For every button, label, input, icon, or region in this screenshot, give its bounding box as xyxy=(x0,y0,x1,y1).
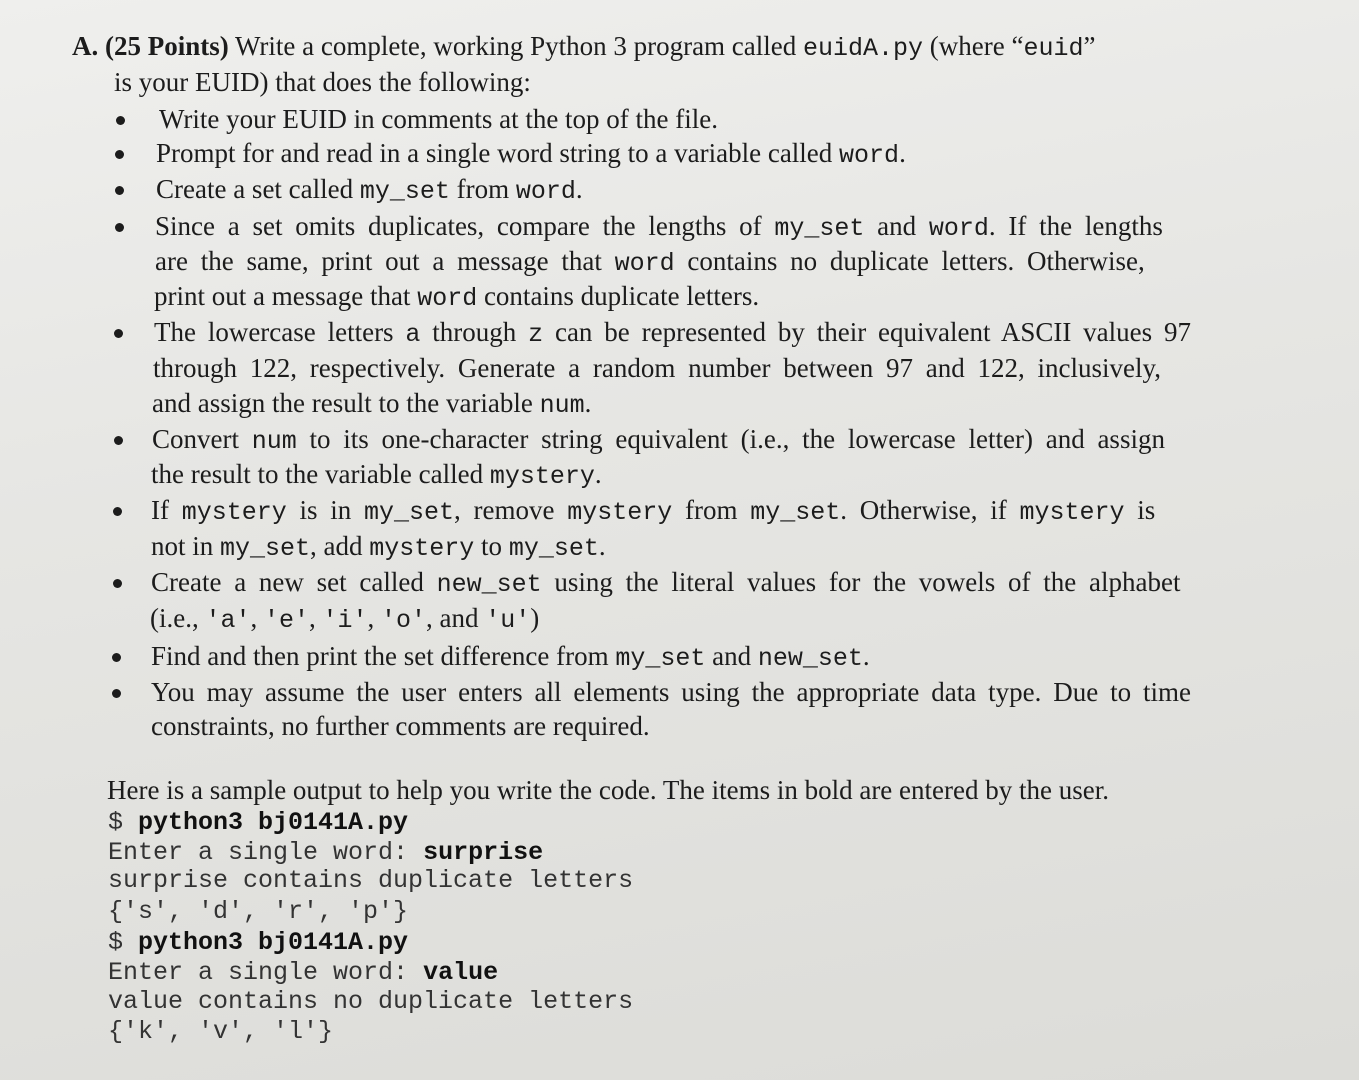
text-run: through 122, respectively. Generate a random number between 97 and 122, inclusively, xyxy=(153,353,1161,383)
code-term: my_set xyxy=(774,214,865,243)
text-run: through xyxy=(420,317,529,347)
bullet-text-line xyxy=(151,676,1191,708)
question-euid: euid xyxy=(1023,34,1084,63)
bullet-text-line xyxy=(151,530,606,565)
text-run: Write your EUID in comments at the top of the file. xyxy=(159,104,719,134)
code-term: word xyxy=(515,177,576,206)
text-run: , xyxy=(309,603,323,633)
text-run: Prompt for and read in a single word string to a variable called xyxy=(156,138,840,168)
text-run: . xyxy=(575,174,583,204)
text-run: . xyxy=(862,641,870,671)
question-filename: euidA.py xyxy=(803,34,924,63)
text-run: , remove xyxy=(454,495,568,525)
user-input-text: value xyxy=(423,958,499,987)
text-run: , and xyxy=(426,603,486,633)
code-term: z xyxy=(528,320,544,349)
text-run: contains no duplicate letters. Otherwise, xyxy=(674,246,1145,276)
text-run: Create a set called xyxy=(156,174,360,204)
sample-output-line xyxy=(108,1017,333,1047)
text-run: . xyxy=(584,388,592,418)
question-label: A. xyxy=(72,31,99,61)
bullet-text-line xyxy=(151,710,650,742)
code-term: new_set xyxy=(757,644,863,673)
bullet-text-line xyxy=(150,602,539,637)
text-run: . xyxy=(899,138,906,168)
bullet-text-line xyxy=(151,458,602,493)
text-run: contains duplicate letters. xyxy=(477,281,760,311)
text-run: from xyxy=(449,174,516,204)
sample-intro: Here is a sample output to help you write the code. The items in bold are entered by the user. xyxy=(107,775,1109,805)
bullet-dot-icon xyxy=(113,507,122,516)
output-text: $ xyxy=(108,808,139,837)
text-run: Convert xyxy=(152,424,252,454)
text-run: to its one-character string equivalent (i.e., the lowercase letter) and assign xyxy=(296,424,1165,454)
bullet-dot-icon xyxy=(114,436,123,445)
text-run: Create a new set called xyxy=(151,567,437,597)
text-run: . xyxy=(594,459,602,489)
code-term: my_set xyxy=(508,534,599,563)
bullet-dot-icon xyxy=(115,186,124,195)
bullet-text-line xyxy=(151,640,870,675)
code-term: a xyxy=(405,320,421,349)
code-term: num xyxy=(251,427,297,456)
bullet-text-line xyxy=(151,494,1155,529)
sample-output-line xyxy=(108,928,408,958)
text-run: is xyxy=(1124,495,1156,525)
text-run: using the literal values for the vowels of the alphabet xyxy=(541,567,1181,597)
bullet-text-line xyxy=(151,566,1180,601)
code-term: mystery xyxy=(369,534,475,563)
user-input-text: surprise xyxy=(423,838,544,867)
bullet-dot-icon xyxy=(112,689,121,698)
text-run: from xyxy=(672,495,751,525)
code-term: word xyxy=(928,214,989,243)
bullet-dot-icon xyxy=(116,116,125,125)
output-text: Enter a single word: xyxy=(108,958,424,987)
bullet-text-line xyxy=(159,103,718,135)
code-term: 'a' xyxy=(205,606,251,635)
text-run: ) xyxy=(530,603,540,633)
text-run: can be represented by their equivalent ASCII values 97 xyxy=(543,317,1191,347)
text-run: print out a message that xyxy=(154,281,418,311)
code-term: mystery xyxy=(489,462,595,491)
sample-output-line xyxy=(108,808,408,838)
text-run: constraints, no further comments are required. xyxy=(151,711,650,741)
text-run: If xyxy=(151,495,182,525)
code-term: 'u' xyxy=(485,606,531,635)
code-term: my_set xyxy=(615,644,706,673)
code-term: 'e' xyxy=(264,606,310,635)
bullet-dot-icon xyxy=(113,579,122,588)
text-run: (i.e., xyxy=(150,603,206,633)
bullet-text-line xyxy=(156,137,906,172)
code-term: 'i' xyxy=(322,606,368,635)
bullet-text-line xyxy=(154,280,759,315)
bullet-dot-icon xyxy=(114,329,123,338)
sample-output-line xyxy=(108,987,633,1017)
text-run: , xyxy=(367,603,382,633)
bullet-text-line xyxy=(153,352,1161,384)
sample-output-line xyxy=(108,897,408,927)
bullet-text-line xyxy=(155,210,1163,245)
bullet-text-line xyxy=(152,387,591,422)
code-term: word xyxy=(614,249,675,278)
text-run: . If the lengths xyxy=(988,211,1163,241)
sample-output-line xyxy=(108,958,498,988)
output-text: surprise contains duplicate letters xyxy=(108,866,634,895)
text-run: Find and then print the set difference from xyxy=(151,641,616,671)
code-term: mystery xyxy=(567,498,673,527)
code-term: word xyxy=(417,284,478,313)
question-heading xyxy=(72,30,1095,65)
output-text: $ xyxy=(108,928,139,957)
code-term: my_set xyxy=(750,498,841,527)
code-term: mystery xyxy=(1019,498,1125,527)
code-term: num xyxy=(539,391,585,420)
code-term: mystery xyxy=(181,498,287,527)
output-text: {'k', 'v', 'l'} xyxy=(108,1017,334,1046)
bullet-text-line xyxy=(156,173,583,208)
output-text: Enter a single word: xyxy=(108,838,424,867)
user-input-text: python3 bj0141A.py xyxy=(138,928,409,957)
text-run: . Otherwise, if xyxy=(840,495,1020,525)
text-run: and xyxy=(864,211,929,241)
text-run: You may assume the user enters all elements using the appropriate data type. Due to time xyxy=(151,677,1191,707)
output-text: {'s', 'd', 'r', 'p'} xyxy=(108,897,409,926)
text-run: , xyxy=(250,603,264,633)
text-run: , add xyxy=(310,531,370,561)
code-term: new_set xyxy=(436,570,542,599)
user-input-text: python3 bj0141A.py xyxy=(138,808,409,837)
text-run: the result to the variable called xyxy=(151,459,490,489)
text-run: to xyxy=(474,531,509,561)
question-intro-3: ” xyxy=(1083,31,1096,61)
code-term: my_set xyxy=(220,534,311,563)
output-text: value contains no duplicate letters xyxy=(108,987,634,1016)
bullet-text-line xyxy=(155,245,1145,280)
question-points: (25 Points) xyxy=(105,31,229,61)
text-run: The lowercase letters xyxy=(154,317,406,347)
bullet-dot-icon xyxy=(112,653,121,662)
bullet-text-line xyxy=(152,423,1165,458)
question-intro-1: Write a complete, working Python 3 program called xyxy=(228,31,804,61)
code-term: 'o' xyxy=(381,606,427,635)
sample-output-line xyxy=(108,866,633,896)
text-run: is in xyxy=(286,495,365,525)
bullet-text-line xyxy=(154,316,1191,351)
code-term: word xyxy=(839,141,900,170)
question-intro-2: (where “ xyxy=(923,31,1024,61)
bullet-dot-icon xyxy=(115,150,124,159)
text-run: Since a set omits duplicates, compare the lengths of xyxy=(155,211,775,241)
code-term: my_set xyxy=(364,498,455,527)
question-intro-line2: is your EUID) that does the following: xyxy=(114,67,531,97)
sample-output-line xyxy=(108,838,543,868)
text-run: and assign the result to the variable xyxy=(152,388,540,418)
text-run: . xyxy=(598,531,606,561)
text-run: and xyxy=(705,641,758,671)
text-run: not in xyxy=(151,531,221,561)
bullet-dot-icon xyxy=(115,223,124,232)
text-run: are the same, print out a message that xyxy=(155,246,615,276)
code-term: my_set xyxy=(359,177,450,206)
